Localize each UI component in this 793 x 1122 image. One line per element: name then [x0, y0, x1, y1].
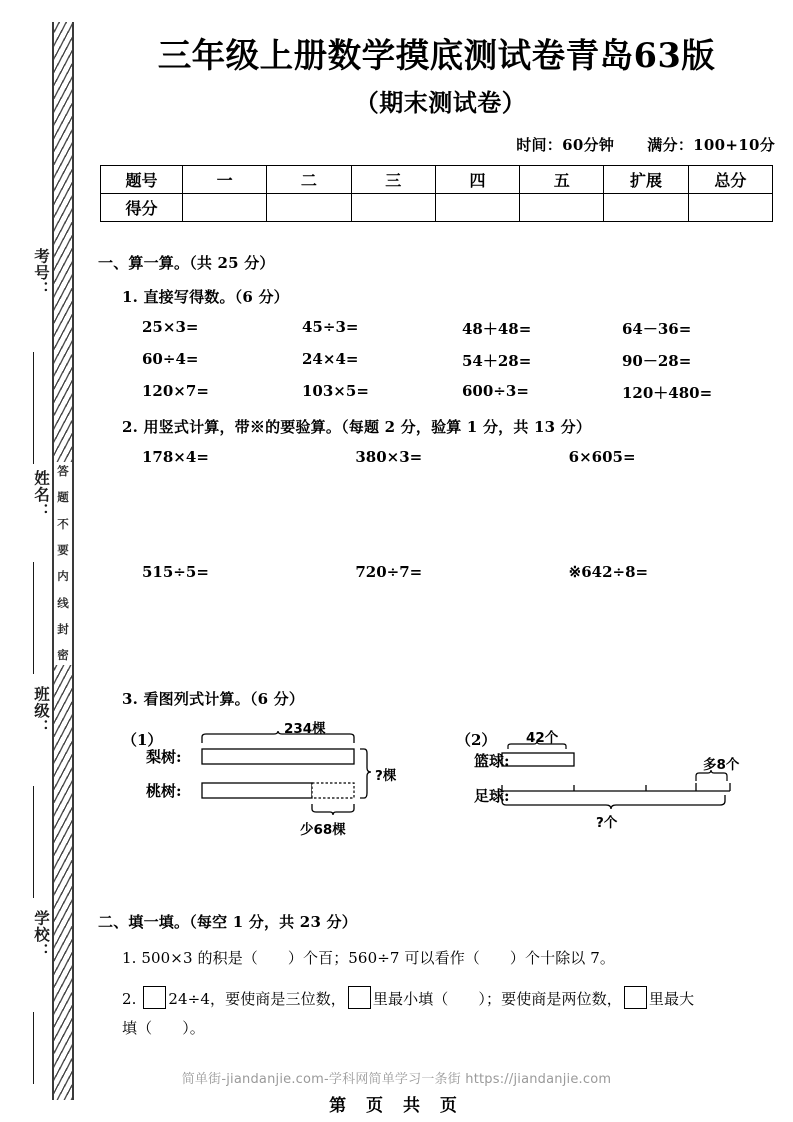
fill-text: 里最大: [648, 990, 695, 1009]
seal-char: 要: [57, 543, 69, 558]
fill-text: ）。: [182, 1019, 205, 1038]
section-2-heading: 二、填一填。（每空 1 分，共 23 分）: [98, 912, 357, 931]
expression: ※642÷8=: [568, 562, 649, 581]
expression: 6×605=: [568, 447, 636, 466]
expression-row: [142, 318, 782, 339]
work-space[interactable]: [88, 466, 793, 552]
page-footer: 第 页 共 页: [329, 1096, 464, 1116]
watermark: 简单街-jiandanjie.com-学科网简单学习一条街 https://jiandanjie.com: [181, 1072, 612, 1087]
fill-text: ）；要使商是两位数，: [478, 990, 622, 1009]
question-2-2: [122, 985, 793, 1044]
question-1-1-heading: 1. 直接写得数。（6 分）: [122, 287, 289, 306]
answer-box[interactable]: [348, 986, 371, 1009]
expression: 45÷3=: [302, 317, 359, 336]
score-table-header-cell: 题号: [101, 165, 183, 193]
diagram-2-number: （2）: [456, 730, 497, 749]
expression-row: [142, 448, 782, 466]
fill-text: 2.: [122, 990, 137, 1009]
diagram-2-top-value: 42个: [526, 729, 559, 746]
expression: 64－36=: [622, 319, 692, 338]
margin-label-class: 班级：: [32, 686, 51, 736]
score-input-cell[interactable]: [520, 193, 604, 221]
expression-row: [142, 563, 782, 581]
score-table-col-7: 总分: [688, 165, 772, 193]
score-table-col-5: 五: [520, 165, 604, 193]
score-table-col-6: 扩展: [604, 165, 688, 193]
diagram-2-graphic: [468, 721, 768, 831]
binding-margin: [0, 0, 88, 1122]
seal-hatch-bottom: [54, 665, 72, 1100]
table-row: [101, 165, 773, 193]
diagram-area: [88, 721, 793, 851]
expression: 120×7=: [142, 381, 209, 400]
exam-meta: [88, 134, 793, 155]
question-2-1: [122, 944, 793, 973]
seal-hatch-top: [54, 22, 72, 462]
fill-text: 24÷4，要使商是三位数，: [168, 990, 346, 1009]
score-input-cell[interactable]: [435, 193, 519, 221]
work-space[interactable]: [88, 581, 793, 675]
seal-char: 题: [57, 490, 69, 505]
expression: 90－28=: [622, 351, 692, 370]
expression: 600÷3=: [462, 381, 529, 400]
seal-char: 密: [57, 648, 69, 663]
expression: 120＋480=: [622, 383, 713, 402]
exam-content: [88, 0, 793, 1122]
seal-char: 不: [57, 516, 69, 531]
score-input-cell[interactable]: [183, 193, 267, 221]
score-input-cell[interactable]: [267, 193, 351, 221]
expression: 24×4=: [302, 349, 359, 368]
margin-rule: [33, 562, 34, 674]
total-score-label: 满分：100+10分: [647, 135, 775, 154]
seal-line-text: [54, 464, 72, 664]
seal-char: 内: [57, 569, 69, 584]
score-input-cell[interactable]: [688, 193, 772, 221]
expression: 25×3=: [142, 317, 199, 336]
diagram-1-number: （1）: [122, 730, 163, 749]
diagram-1-bottom-value: 少68棵: [300, 821, 346, 838]
expression: 48＋48=: [462, 319, 532, 338]
margin-label-exam-number: 考号：: [32, 248, 51, 298]
expression-row: [142, 350, 782, 371]
expression: 103×5=: [302, 381, 369, 400]
score-input-cell[interactable]: [351, 193, 435, 221]
page-subtitle: （期末测试卷）: [354, 87, 527, 117]
score-table-col-1: 一: [183, 165, 267, 193]
diagram-1-right-value: ?棵: [375, 767, 397, 784]
score-table-header-cell: 得分: [101, 193, 183, 221]
seal-line-strip: [52, 22, 74, 1100]
expression: 178×4=: [142, 447, 209, 466]
score-table: [100, 165, 773, 222]
table-row: [101, 193, 773, 221]
section-1-heading: 一、算一算。（共 25 分）: [98, 253, 275, 272]
expression-row: [142, 382, 782, 403]
diagram-2-label-basketball: 篮球:: [474, 751, 510, 770]
score-table-col-2: 二: [267, 165, 351, 193]
diagram-1-label-peach: 桃树:: [146, 781, 182, 800]
margin-label-school: 学校：: [32, 910, 51, 960]
diagram-2-bottom-value: ?个: [596, 814, 618, 831]
time-label: 时间：60分钟: [516, 135, 615, 154]
margin-rule: [33, 786, 34, 898]
margin-rule: [33, 352, 34, 464]
diagram-2-label-football: 足球:: [474, 786, 510, 805]
score-input-cell[interactable]: [604, 193, 688, 221]
answer-box[interactable]: [624, 986, 647, 1009]
expression: 60÷4=: [142, 349, 199, 368]
fill-text: 1. 500×3 的积是（: [122, 948, 258, 967]
seal-char: 线: [57, 595, 69, 610]
margin-label-name: 姓名：: [32, 470, 51, 520]
question-1-3-heading: 3. 看图列式计算。（6 分）: [122, 689, 305, 708]
diagram-1-label-pear: 梨树:: [146, 747, 182, 766]
page-title: 三年级上册数学摸底测试卷青岛63版: [157, 36, 716, 75]
diagram-1-top-value: 234棵: [284, 720, 326, 737]
fill-text: 里最小填（: [372, 990, 449, 1009]
fill-text: ）个百；560÷7 可以看作（: [287, 948, 480, 967]
expression: 380×3=: [355, 447, 423, 466]
seal-char: 答: [57, 464, 69, 478]
seal-char: 封: [57, 622, 69, 637]
diagram-2-right-value: 多8个: [703, 756, 740, 773]
expression: 515÷5=: [142, 562, 209, 581]
fill-text: ）个十除以 7。: [509, 948, 616, 967]
expression: 54＋28=: [462, 351, 532, 370]
question-1-2-heading: 2. 用竖式计算，带※的要验算。（每题 2 分，验算 1 分，共 13 分）: [122, 417, 592, 436]
score-table-col-3: 三: [351, 165, 435, 193]
fill-text: 填（: [122, 1019, 153, 1038]
answer-box[interactable]: [143, 986, 166, 1009]
score-table-col-4: 四: [435, 165, 519, 193]
expression: 720÷7=: [355, 562, 423, 581]
